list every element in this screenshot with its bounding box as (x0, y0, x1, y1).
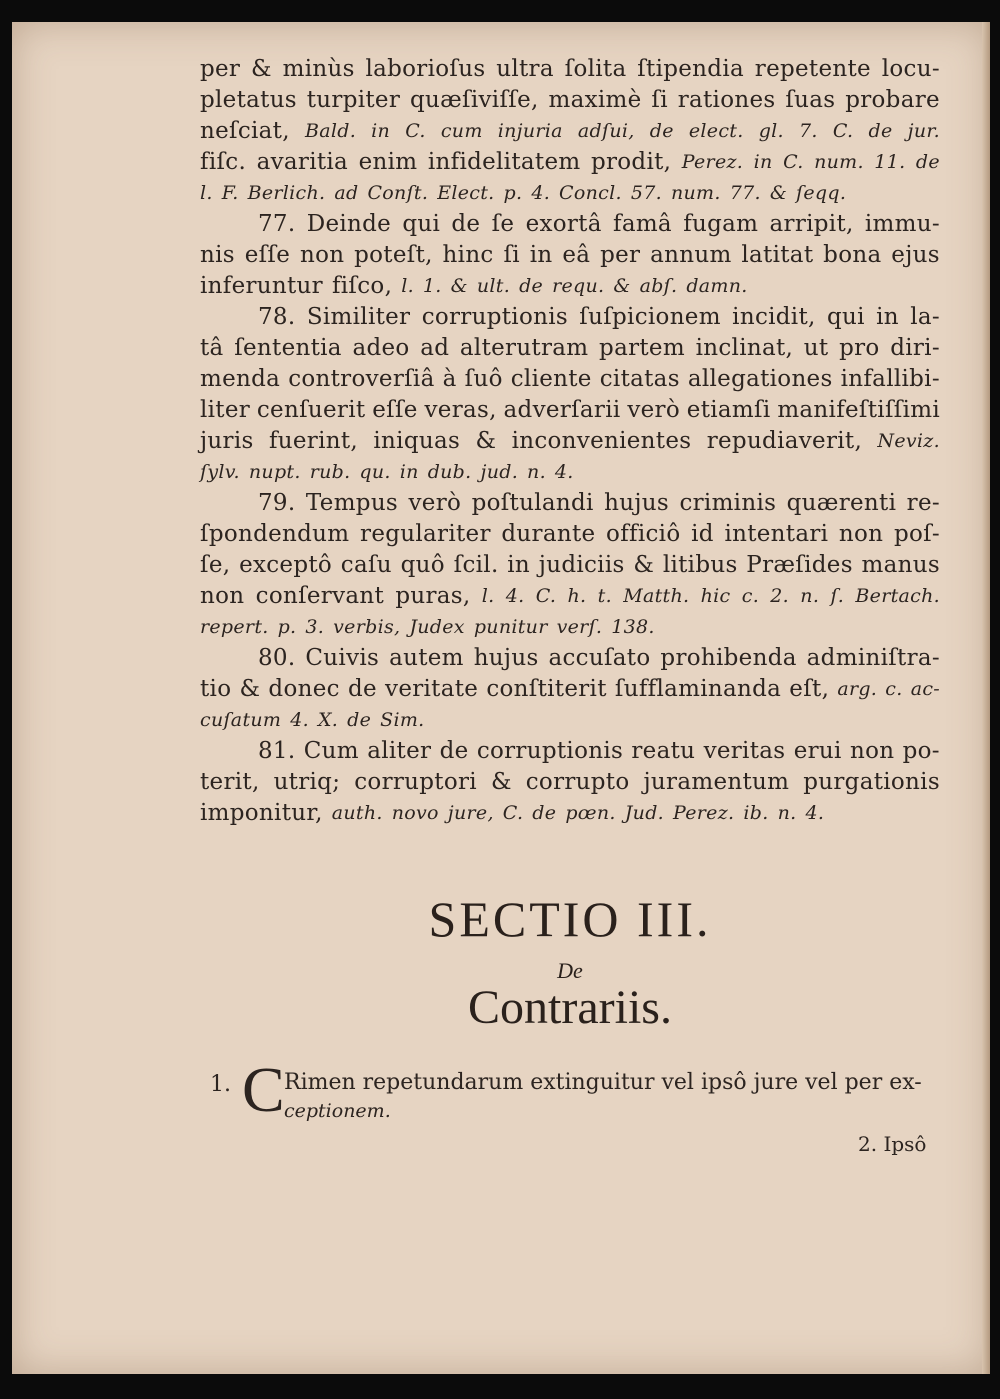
text-line (200, 488, 940, 519)
word: 2. (770, 585, 790, 607)
word: & (475, 428, 497, 454)
word: veras, (424, 397, 497, 423)
word: 77. (729, 182, 761, 204)
word: verò (627, 397, 680, 423)
word: litibus (662, 552, 738, 578)
text-line (200, 240, 940, 271)
word: Præſides (746, 552, 853, 578)
word: hinc (442, 242, 494, 268)
word: ſtipendia (637, 56, 744, 82)
text-line (200, 581, 940, 612)
word: l. (401, 275, 414, 297)
text-line (200, 767, 940, 798)
word: ſi (651, 87, 668, 113)
word: & (633, 552, 655, 578)
word: caſu (340, 552, 392, 578)
word: qui (826, 304, 865, 330)
word: partem (599, 335, 685, 361)
word: ſe (491, 211, 515, 237)
word: rationes (677, 87, 776, 113)
word: prohibenda (660, 645, 797, 671)
word: de (868, 120, 893, 142)
word: C. (783, 151, 804, 173)
word: id (691, 521, 714, 547)
word: nis (200, 242, 235, 268)
section-title: SECTIO III. (428, 891, 712, 947)
word: Sim. (380, 709, 425, 731)
text-line (200, 612, 940, 643)
word: repetente (754, 56, 871, 82)
word: Neviz. (877, 430, 940, 452)
paragraph-line-1: Rimen repetundarum extinguitur vel ipsô jure vel per ex- (284, 1070, 922, 1095)
word: poſtulandi (471, 490, 594, 516)
word: ſ. (830, 585, 845, 607)
word: repudiaverit, (706, 428, 863, 454)
word: laborioſus (365, 56, 486, 82)
text-line (200, 147, 940, 178)
word: adeo (352, 335, 410, 361)
word: purgationis (803, 769, 940, 795)
word: 79. (258, 490, 296, 516)
word: exortâ (525, 211, 602, 237)
word: Concl. (559, 182, 622, 204)
word: cliente (510, 366, 592, 392)
word: neſciat, (200, 118, 290, 144)
word: Cum (303, 738, 359, 764)
word: ſpondendum (200, 521, 350, 547)
word: allegationes (687, 366, 833, 392)
word: citatas (599, 366, 680, 392)
text-line (200, 426, 940, 457)
word: t. (597, 585, 612, 607)
word: tâ (200, 335, 224, 361)
word: eſſe (244, 242, 291, 268)
paragraph-number: 1. (210, 1072, 231, 1097)
word: la- (910, 304, 940, 330)
word: non (299, 242, 345, 268)
word: damn. (686, 275, 748, 297)
word: C. (405, 120, 426, 142)
word: injuria (497, 120, 563, 142)
word: hujus (604, 490, 669, 516)
word: Matth. (623, 585, 690, 607)
word: quæſiviſſe, (409, 87, 539, 113)
word: 77. (258, 211, 296, 237)
word: dub. (427, 461, 472, 483)
word: Berlich. (247, 182, 326, 204)
word: de (439, 738, 469, 764)
word: diri- (890, 335, 940, 361)
text-line (200, 457, 940, 488)
word: durante (501, 521, 596, 547)
word: conſtiterit (486, 676, 607, 702)
word: C. (535, 585, 557, 607)
text-line (200, 209, 940, 240)
word: novo (391, 802, 439, 824)
word: arripit, (769, 211, 854, 237)
word: utriq; (273, 769, 341, 795)
word: ſuas (785, 87, 836, 113)
word: cenſuerit (256, 397, 366, 423)
word: per (200, 56, 241, 82)
word: fuerint, (268, 428, 359, 454)
word: jud. (480, 461, 519, 483)
word: manus (861, 552, 940, 578)
word: 1. (422, 275, 442, 297)
word: c. (885, 678, 903, 700)
word: n. (777, 802, 797, 824)
text-line (200, 364, 940, 395)
word: C. (502, 802, 524, 824)
word: ult. (476, 275, 511, 297)
text-line (200, 550, 940, 581)
word: poſ- (893, 521, 940, 547)
word: corruptori (354, 769, 477, 795)
text-line (200, 271, 940, 302)
word: non (838, 521, 884, 547)
word: bona (823, 242, 882, 268)
word: nupt. (248, 461, 301, 483)
word: 78. (258, 304, 296, 330)
word: punitur (473, 616, 548, 638)
word: C. (832, 120, 854, 142)
word: elect. (688, 120, 744, 142)
word: intentari (724, 521, 829, 547)
word: 4. (505, 585, 525, 607)
word: jure, (447, 802, 494, 824)
word: jur. (907, 120, 940, 142)
word: p. (503, 182, 523, 204)
word: cum (440, 120, 483, 142)
word: num. (814, 151, 864, 173)
word: abſ. (639, 275, 678, 297)
word: avaritia (256, 149, 349, 175)
word: controverſiâ (288, 366, 435, 392)
word: de (915, 151, 940, 173)
word: ſolita (564, 56, 627, 82)
word: eſſe (372, 397, 418, 423)
text-line (200, 798, 940, 829)
word: h. (567, 585, 587, 607)
word: inclinat, (695, 335, 794, 361)
word: incidit, (732, 304, 816, 330)
word: qui (402, 211, 441, 237)
word: accuſato (548, 645, 651, 671)
word: repert. (200, 616, 269, 638)
word: Tempus (305, 490, 399, 516)
word: ſe, (200, 552, 231, 578)
word: liter (200, 397, 251, 423)
word: prodit, (590, 149, 672, 175)
word: ib. (743, 802, 769, 824)
word: regulariter (360, 521, 491, 547)
word: eâ (562, 242, 591, 268)
word: turpiter (306, 87, 401, 113)
word: tio (200, 676, 232, 702)
word: eſt, (789, 676, 830, 702)
word: 80. (258, 645, 296, 671)
word: maximè (548, 87, 642, 113)
word: officiô (606, 521, 681, 547)
word: re- (906, 490, 940, 516)
word: l. (481, 585, 495, 607)
word: de (347, 676, 377, 702)
word: corruptionis (476, 738, 624, 764)
word: de (451, 211, 481, 237)
word: Judex (409, 616, 465, 638)
word: Cuivis (305, 645, 380, 671)
word: imponitur, (200, 800, 323, 826)
word: fugam (683, 211, 759, 237)
word: qu. (359, 461, 391, 483)
word: in (876, 304, 899, 330)
word: per (600, 242, 641, 268)
word: ſuſpicionem (579, 304, 721, 330)
word: infidelitatem (427, 149, 581, 175)
word: terit, (200, 769, 260, 795)
word: latitat (741, 242, 814, 268)
word: non (200, 583, 245, 609)
word: non (849, 738, 895, 764)
word: & (490, 769, 512, 795)
word: exceptô (239, 552, 333, 578)
word: gl. (758, 120, 784, 142)
text-line (200, 178, 940, 209)
word: 57. (630, 182, 662, 204)
word: ad (420, 335, 450, 361)
word: famâ (613, 211, 672, 237)
word: num. (670, 182, 721, 204)
word: ac- (910, 678, 940, 700)
word: ultra (496, 56, 554, 82)
word: c. (741, 585, 760, 607)
word: Perez. (673, 802, 735, 824)
word: Bertach. (855, 585, 940, 607)
word: immu- (864, 211, 940, 237)
word: locu- (881, 56, 940, 82)
word: poteſt, (354, 242, 433, 268)
word: iniquas (373, 428, 461, 454)
word: juris (200, 428, 254, 454)
text-line (200, 519, 940, 550)
word: inconvenientes (511, 428, 692, 454)
word: alterutram (459, 335, 589, 361)
text-line (200, 395, 940, 426)
word: 81. (258, 738, 296, 764)
word: ſententia (234, 335, 342, 361)
word: in (529, 242, 553, 268)
word: ſcil. (453, 552, 499, 578)
word: arg. (837, 678, 878, 700)
text-line (200, 705, 940, 736)
word: 138. (611, 616, 655, 638)
word: pletatus (200, 87, 297, 113)
word: requ. (552, 275, 605, 297)
word: n. (800, 585, 820, 607)
word: inferuntur (200, 273, 323, 299)
word: ſuô (464, 366, 503, 392)
word: manifeſtiſſimi (777, 397, 940, 423)
text-line (200, 302, 940, 333)
word: annum (650, 242, 732, 268)
word: enim (358, 149, 418, 175)
word: ad (334, 182, 359, 204)
word: de (347, 709, 372, 731)
paragraph-line-2: ceptionem. (284, 1100, 391, 1122)
word: veritate (385, 676, 479, 702)
word: reatu (631, 738, 696, 764)
word: fiſc. (200, 149, 247, 175)
word: X. (317, 709, 339, 731)
text-line (200, 674, 940, 705)
word: adminiſtra- (806, 645, 940, 671)
word: corruptionis (421, 304, 568, 330)
page-edge (982, 22, 990, 1374)
text-line (200, 116, 940, 147)
word: corrupto (525, 769, 630, 795)
word: l. (200, 182, 213, 204)
word: quærenti (786, 490, 897, 516)
word: judiciis (538, 552, 625, 578)
drop-cap: C (242, 1054, 285, 1125)
word: infallibi- (840, 366, 940, 392)
word: & (613, 275, 631, 297)
word: in (371, 120, 391, 142)
word: probare (845, 87, 940, 113)
section-de: De (557, 958, 583, 983)
text-line (200, 54, 940, 85)
word: & (239, 676, 261, 702)
body-text (200, 54, 940, 829)
word: Perez. (681, 151, 744, 173)
word: hic (700, 585, 731, 607)
word: menda (200, 366, 281, 392)
word: de (519, 275, 544, 297)
word: rub. (309, 461, 351, 483)
word: ut (803, 335, 829, 361)
word: 4. (805, 802, 825, 824)
word: 4. (531, 182, 551, 204)
word: criminis (679, 490, 777, 516)
text-line (200, 643, 940, 674)
section-subtitle: Contrariis. (468, 981, 672, 1034)
word: Similiter (306, 304, 411, 330)
text-line (200, 333, 940, 364)
word: & (450, 275, 468, 297)
word: fiſco, (331, 273, 393, 299)
word: erui (793, 738, 842, 764)
word: Conſt. (367, 182, 429, 204)
catchword: 2. Ipsô (858, 1132, 927, 1156)
word: hujus (473, 645, 539, 671)
word: adſui, (577, 120, 635, 142)
word: Deinde (306, 211, 392, 237)
word: n. (527, 461, 546, 483)
word: de (532, 802, 557, 824)
word: Bald. (304, 120, 357, 142)
word: Jud. (624, 802, 665, 824)
word: ſeqq. (796, 182, 847, 204)
word: & (769, 182, 788, 204)
word: conſervant (255, 583, 385, 609)
word: pœn. (565, 802, 616, 824)
word: 11. (874, 151, 906, 173)
word: donec (268, 676, 340, 702)
word: juramentum (643, 769, 790, 795)
word: puras, (395, 583, 471, 609)
word: in (753, 151, 773, 173)
word: in (399, 461, 419, 483)
word: ſufflaminanda (614, 676, 782, 702)
word: & (251, 56, 272, 82)
word: 4. (290, 709, 309, 731)
word: adverſarii (503, 397, 621, 423)
word: 7. (799, 120, 818, 142)
word: quô (400, 552, 445, 578)
word: F. (221, 182, 239, 204)
word: autem (389, 645, 464, 671)
word: p. (277, 616, 297, 638)
text-line (200, 736, 940, 767)
word: veritas (703, 738, 786, 764)
word: verò (408, 490, 462, 516)
word: in (507, 552, 531, 578)
word: po- (902, 738, 940, 764)
word: verſ. (556, 616, 603, 638)
word: à (442, 366, 457, 392)
word: de (649, 120, 674, 142)
word: minùs (282, 56, 355, 82)
word: 3. (305, 616, 325, 638)
word: aliter (367, 738, 432, 764)
word: pro (839, 335, 880, 361)
word: ejus (891, 242, 940, 268)
word: ſi (503, 242, 520, 268)
word: cuſatum (200, 709, 282, 731)
word: etiamſi (686, 397, 771, 423)
word: verbis, (333, 616, 401, 638)
word: Elect. (437, 182, 495, 204)
word: auth. (331, 802, 383, 824)
text-line (200, 85, 940, 116)
word: 4. (554, 461, 574, 483)
word: ſylv. (200, 461, 240, 483)
